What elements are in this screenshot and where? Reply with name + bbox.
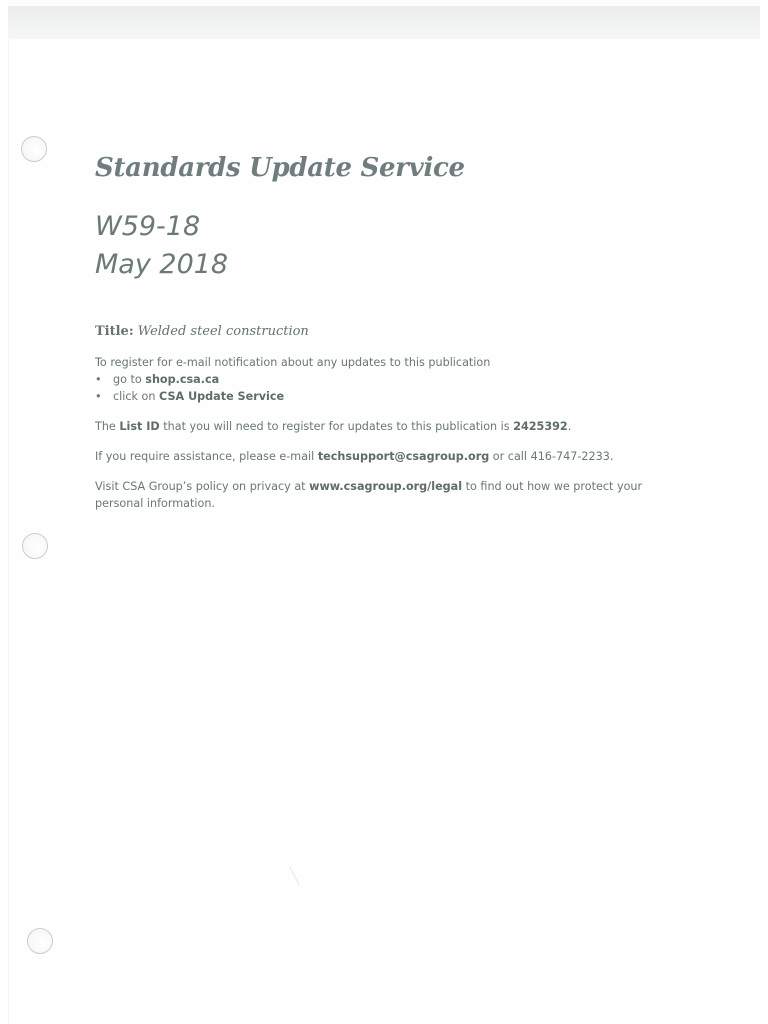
- register-intro: To register for e-mail notification about any updates to this publication: [95, 356, 491, 369]
- privacy-paragraph: [95, 478, 685, 512]
- update-service-link[interactable]: CSA Update Service: [159, 390, 285, 403]
- punch-hole-middle: [22, 533, 48, 559]
- standard-number: W59-18: [95, 211, 201, 242]
- list-item: [95, 371, 685, 388]
- document-content: [95, 148, 685, 512]
- text-fragment: Visit CSA Group’s policy on privacy at: [95, 480, 310, 493]
- text-fragment: The: [95, 420, 120, 433]
- publication-title-line: [95, 322, 685, 342]
- text-fragment: or call 416-747-2233.: [489, 450, 614, 463]
- page-title: Standards Update Service: [95, 153, 465, 183]
- register-steps-list: [95, 371, 685, 405]
- text-fragment: to find out how we protect your personal information.: [95, 480, 643, 510]
- step-prefix: go to: [113, 373, 146, 386]
- text-fragment: .: [567, 420, 572, 433]
- page-left-edge: [8, 39, 9, 1024]
- standard-date: May 2018: [95, 249, 229, 280]
- title-value: Welded steel construction: [137, 324, 309, 339]
- shop-link[interactable]: shop.csa.ca: [145, 373, 220, 386]
- support-email-link[interactable]: techsupport@csagroup.org: [317, 450, 490, 463]
- assistance-paragraph: [95, 448, 685, 465]
- title-label: Title:: [95, 324, 134, 339]
- list-id-label: List ID: [119, 420, 160, 433]
- punch-hole-bottom: [27, 928, 53, 954]
- privacy-policy-link[interactable]: www.csagroup.org/legal: [309, 480, 463, 493]
- scan-top-band: [8, 6, 760, 39]
- punch-hole-top: [21, 136, 47, 162]
- list-id-paragraph: [95, 418, 685, 435]
- scan-stray-mark: [289, 867, 299, 885]
- text-fragment: that you will need to register for updates to this publication is: [159, 420, 514, 433]
- step-prefix: click on: [113, 390, 160, 403]
- text-fragment: If you require assistance, please e-mail: [95, 450, 318, 463]
- list-id-value: 2425392: [513, 420, 568, 433]
- list-item: [95, 388, 685, 405]
